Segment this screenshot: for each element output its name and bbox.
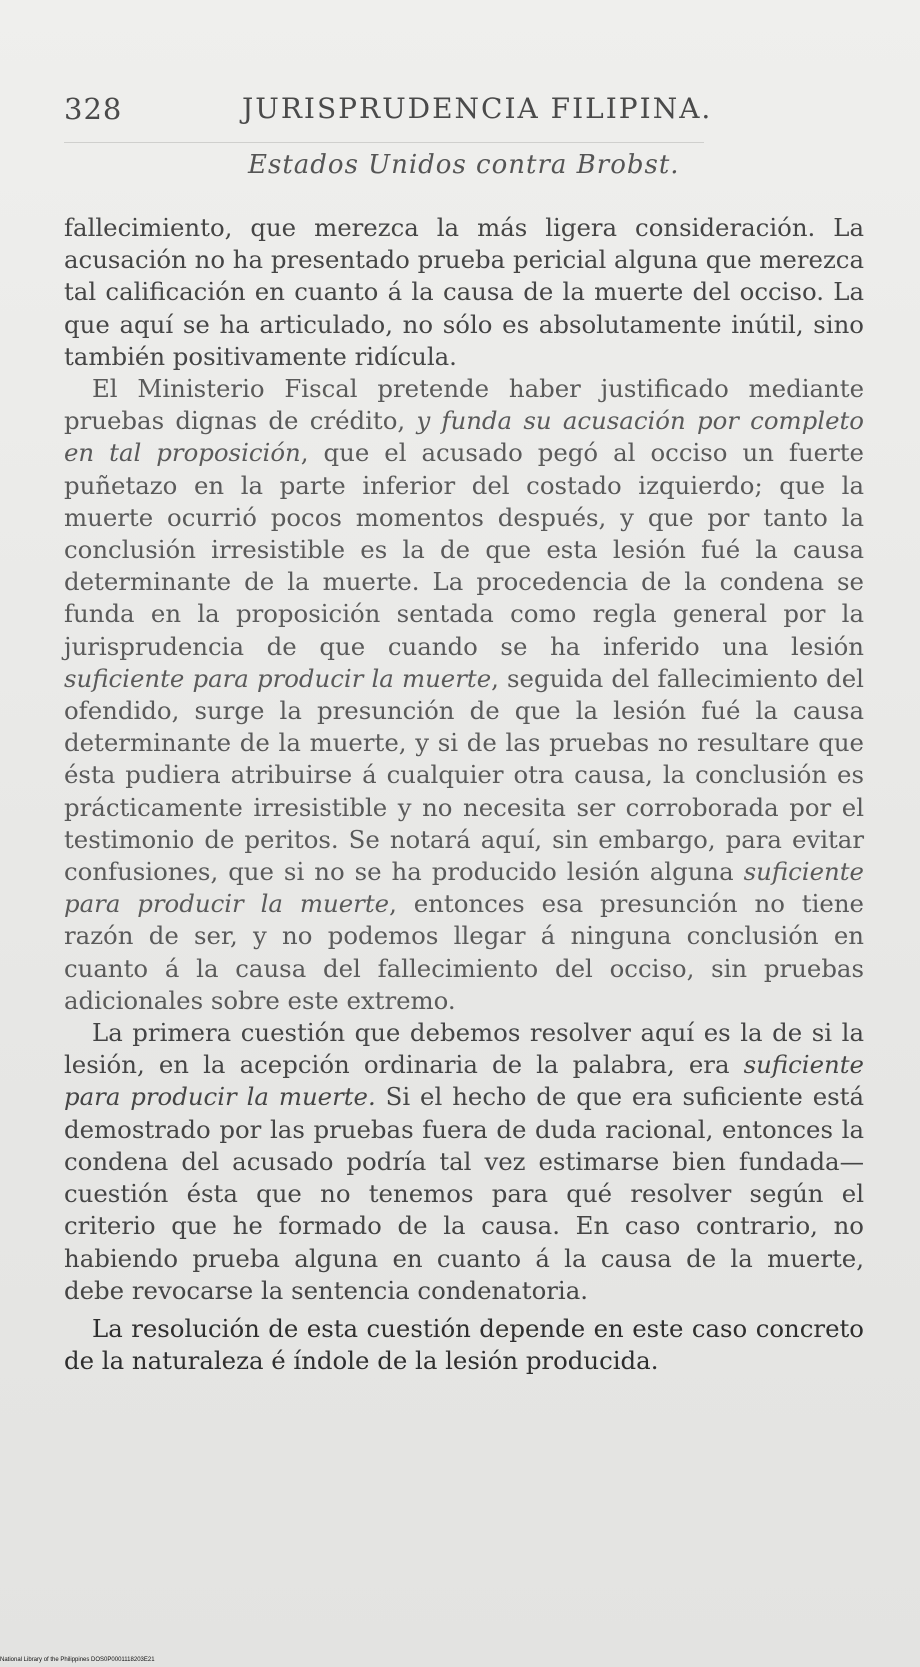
paragraph-1 — [64, 212, 864, 373]
paragraph-2-italic-f: suficiente para producir la muerte — [64, 857, 864, 919]
paragraph-2 — [64, 373, 864, 1017]
case-title: Estados Unidos contra Brobst. — [248, 150, 680, 180]
paragraph-4-text: La resolución de esta cuestión depende en este caso concreto de la naturaleza é índole de la lesión producida. — [64, 1313, 864, 1376]
paragraph-2-italic-a: y funda su acusación por completo en tal proposición — [64, 406, 864, 468]
paragraph-2-text-c: , que el acusado pegó al occiso un fuerte puñetazo en la parte inferior del costado izquierdo; que la muerte ocurrió pocos momentos después, y que por tanto la conclusión irresistible es la de que esta lesión fué la causa determinante de la muerte. La procedencia de la condena se funda en la proposición sentada como regla general por la jurisprudencia de que cuando se ha inferido una lesión — [64, 438, 864, 661]
paragraph-4 — [64, 1313, 864, 1377]
paragraph-3-italic-b: suficiente para producir la muerte. — [64, 1050, 864, 1112]
paragraph-2-text-g: , entonces esa presunción no tiene razón de ser, y no podemos llegar á ninguna conclusión en cuanto á la causa del fallecimiento del occiso, sin pruebas adicionales sobre este extremo. — [64, 889, 864, 1015]
page-number: 328 — [64, 92, 123, 126]
paragraph-2-italic-d: suficiente para producir la muerte — [64, 663, 492, 693]
running-title: JURISPRUDENCIA FILIPINA. — [242, 92, 713, 125]
paragraph-3-text-a: La primera cuestión que debemos resolver aquí es la de si la lesión, en la acepción ordinaria de la palabra, era — [64, 1018, 864, 1080]
body-text — [64, 212, 864, 1377]
paragraph-3 — [64, 1017, 864, 1307]
footer-credit: National Library of the Philippines DOS0P0001118203E21 — [0, 1657, 155, 1663]
paragraph-2-text-a: El Ministerio Fiscal pretende haber justificado mediante pruebas dignas de crédito, — [64, 374, 864, 436]
paragraph-1-text: fallecimiento, que merezca la más ligera consideración. La acusación no ha presentado prueba pericial alguna que merezca tal calificación en cuanto á la causa de la muerte del occiso. La que aquí se ha articulado, no sólo es absolutamente inútil, sino también positivamente ridícula. — [64, 213, 864, 371]
paragraph-3-text-c: Si el hecho de que era suficiente está demostrado por las pruebas fuera de duda racional, entonces la condena del acusado podría tal vez estimarse bien fundada—cuestión ésta que no tenemos para qué resolver según el criterio que he formado de la causa. En caso contrario, no habiendo prueba alguna en cuanto á la causa de la muerte, debe revocarse la sentencia condenatoria. — [64, 1082, 864, 1305]
paragraph-2-text-e: , seguida del fallecimiento del ofendido, surge la presunción de que la lesión fué la causa determinante de la muerte, y si de las pruebas no resultare que ésta pudiera atribuirse á cualquier otra causa, la conclusión es prácticamente irresistible y no necesita ser corroborada por el testimonio de peritos. Se notará aquí, sin embargo, para evitar confusiones, que si no se ha producido lesión alguna — [64, 663, 864, 887]
page-header — [64, 92, 864, 128]
header-rule — [64, 142, 704, 143]
